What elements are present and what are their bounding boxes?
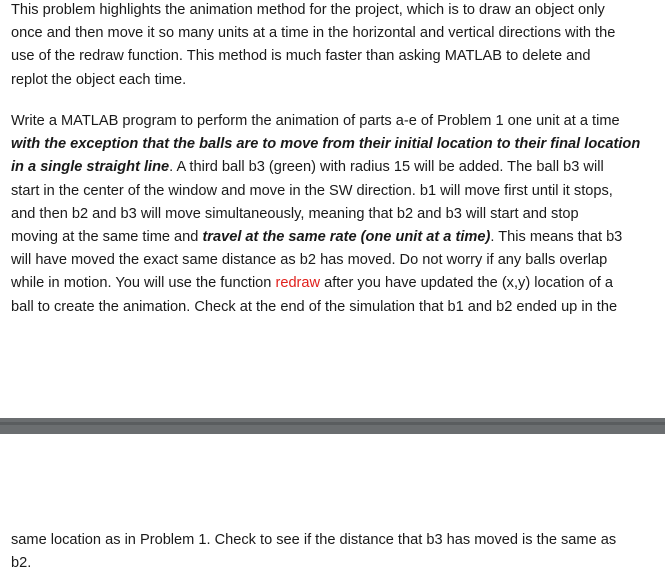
text-line: b2. xyxy=(11,555,32,572)
text-line: and then b2 and b3 will move simultaneously, meaning that b2 and b3 will start and stop xyxy=(11,205,579,222)
text-line xyxy=(11,226,659,249)
paragraph-intro xyxy=(11,0,659,92)
text-line: once and then move it so many units at a time in the horizontal and vertical directions with the xyxy=(11,25,616,42)
text-line: will have moved the exact same distance as b2 has moved. Do not worry if any balls overlap xyxy=(11,252,608,269)
text-run: moving at the same time and xyxy=(11,229,203,246)
text-line: start in the center of the window and move in the SW direction. b1 will move first until it stops, xyxy=(11,182,613,199)
emphasis-text: with the exception that the balls are to move from their initial location to their final location xyxy=(11,136,641,153)
text-line: use of the redraw function. This method is much faster than asking MATLAB to delete and xyxy=(11,48,591,65)
page-break-shadow xyxy=(0,422,665,425)
text-run: after you have updated the (x,y) location of a xyxy=(320,275,613,292)
text-line xyxy=(11,156,659,179)
text-run: . A third ball b3 (green) with radius 15 will be added. The ball b3 will xyxy=(169,159,604,176)
text-line: same location as in Problem 1. Check to see if the distance that b3 has moved is the same as xyxy=(11,532,617,548)
function-name-highlight: redraw xyxy=(275,275,321,292)
page-break-divider xyxy=(0,418,665,434)
text-run: . This means that b3 xyxy=(490,229,623,246)
paragraph-task xyxy=(11,110,659,319)
text-line: replot the object each time. xyxy=(11,71,187,88)
text-line: ball to create the animation. Check at the end of the simulation that b1 and b2 ended up in the xyxy=(11,298,618,315)
text-run: while in motion. You will use the function xyxy=(11,275,276,292)
emphasis-text: in a single straight line xyxy=(11,159,170,176)
text-line xyxy=(11,272,659,295)
text-line: Write a MATLAB program to perform the animation of parts a-e of Problem 1 one unit at a time xyxy=(11,113,620,129)
paragraph-continuation xyxy=(11,529,659,575)
emphasis-text: travel at the same rate (one unit at a time) xyxy=(202,229,491,246)
text-line: This problem highlights the animation method for the project, which is to draw an object only xyxy=(11,2,605,18)
